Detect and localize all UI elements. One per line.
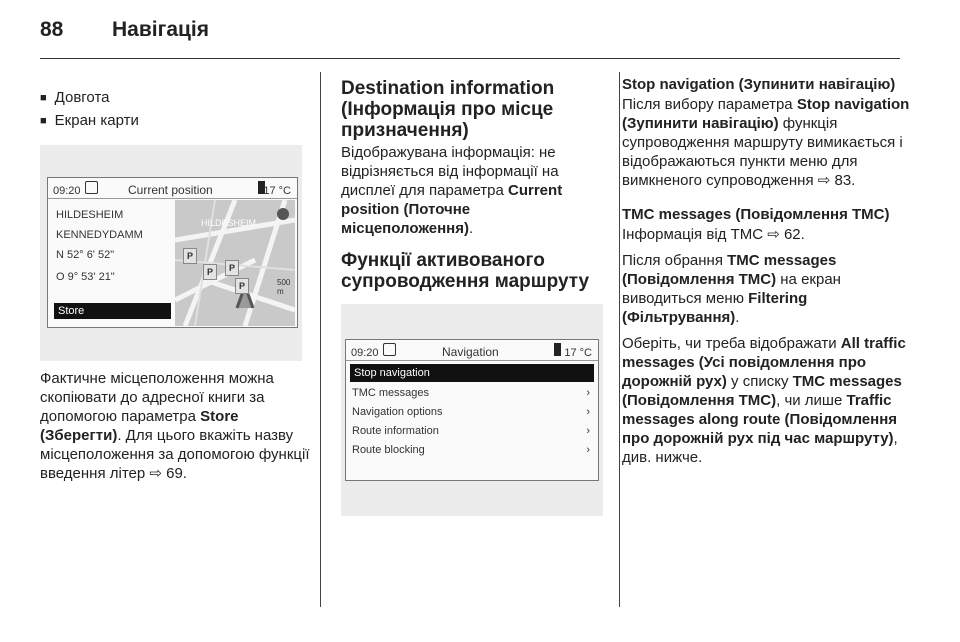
list-item: ■ Довгота — [40, 88, 310, 108]
stop-navigation-paragraph: Після вибору параметра Stop navigation (Зупинити навігацію) функція супроводження маршруту вимикається і відображаються пункти меню для вимкненого супроводження ⇨ 83. — [622, 96, 910, 189]
page-ref-link[interactable]: ⇨ 69. — [149, 465, 187, 482]
clock-time: 09:20 — [53, 185, 81, 197]
tmc-messages-heading: TMC messages (Повідомлення TMC) — [622, 206, 890, 223]
chevron-right-icon: › — [586, 425, 590, 437]
poi-parking-icon: P — [235, 278, 249, 294]
temperature: 17 °C — [564, 347, 592, 359]
tmc-select-paragraph: Після обрання TMC messages (Повідомлення TMC) на екран виводиться меню Filtering (Фільтрування). — [622, 252, 841, 326]
list-item: ■ Екран карти — [40, 111, 310, 131]
latitude: N 52° 6' 52" — [56, 249, 115, 261]
stop-navigation-heading: Stop navigation (Зупинити навігацію) — [622, 76, 896, 93]
status-bar — [48, 178, 297, 199]
column-divider-2 — [619, 72, 620, 607]
poi-parking-icon: P — [203, 264, 217, 280]
page-ref-link[interactable]: ⇨ 83. — [817, 172, 856, 189]
poi-parking-icon: P — [225, 260, 239, 276]
status-bar — [346, 340, 598, 361]
column-3 — [622, 76, 912, 467]
map-city-label: HILDESHEIM — [201, 218, 257, 228]
bullet-list — [40, 88, 310, 131]
longitude: O 9° 53' 21" — [56, 271, 115, 283]
chevron-right-icon: › — [586, 444, 590, 456]
store-button[interactable]: Store — [54, 303, 171, 319]
chevron-right-icon: › — [586, 406, 590, 418]
poi-parking-icon: P — [183, 248, 197, 264]
column-divider-1 — [320, 72, 321, 607]
destination-info-paragraph: Відображувана інформація: не відрізняється від інформації на дисплеї для параметра Current position (Поточне місцеположення). — [341, 144, 563, 237]
current-position-paragraph: Фактичне місцеположення можна скопіювати до адресної книги за допомогою параметра Store (Зберегти). Для цього вкажіть назву місцеположення за допомогою функції введення літер ⇨ 69. — [40, 370, 310, 482]
chevron-right-icon: › — [586, 387, 590, 399]
screen-title: Current position — [128, 183, 213, 197]
map-scale: 500 m — [277, 278, 291, 296]
page-header — [40, 18, 209, 42]
menu-item-navigation-options[interactable]: Navigation options › — [352, 403, 592, 422]
nav-status-icon — [85, 181, 98, 194]
compass-icon — [277, 208, 289, 220]
destination-info-heading: Destination information (Інформація про місце призначення) — [341, 78, 555, 141]
tmc-filter-paragraph: Оберіть, чи треба відображати All traffic messages (Усі повідомлення про дорожній рух) у списку TMC messages (Повідомлення TMC), чи лише Traffic messages along route (Повідомлення про дорожній рух під час маршруту), див. нижче. — [622, 335, 906, 466]
clock-time: 09:20 — [351, 347, 379, 359]
thermometer-icon — [554, 343, 561, 356]
current-position-screenshot — [40, 145, 302, 361]
navigation-menu-screenshot — [341, 304, 603, 516]
menu-item-route-blocking[interactable]: Route blocking › — [352, 441, 592, 460]
menu-item-route-information[interactable]: Route information › — [352, 422, 592, 441]
header-divider — [40, 58, 900, 59]
page-title: Навігація — [112, 18, 210, 41]
nav-status-icon — [383, 343, 396, 356]
menu-item-stop-navigation[interactable]: Stop navigation — [350, 364, 594, 382]
temperature: 17 °C — [263, 185, 291, 197]
display-current-position — [47, 177, 298, 328]
column-2 — [341, 78, 603, 516]
screen-title: Navigation — [442, 345, 499, 359]
active-guidance-heading: Функції активованого супроводження маршруту — [341, 250, 590, 292]
menu-item-tmc-messages[interactable]: TMC messages › — [352, 384, 592, 403]
map-view — [175, 200, 295, 326]
column-1 — [40, 88, 310, 483]
location-city: HILDESHEIM — [56, 209, 124, 221]
tmc-info-paragraph: Інформація від TMC ⇨ 62. — [622, 226, 805, 243]
page-number: 88 — [40, 18, 64, 41]
location-street: KENNEDYDAMM — [56, 229, 143, 241]
display-navigation-menu — [345, 339, 599, 481]
